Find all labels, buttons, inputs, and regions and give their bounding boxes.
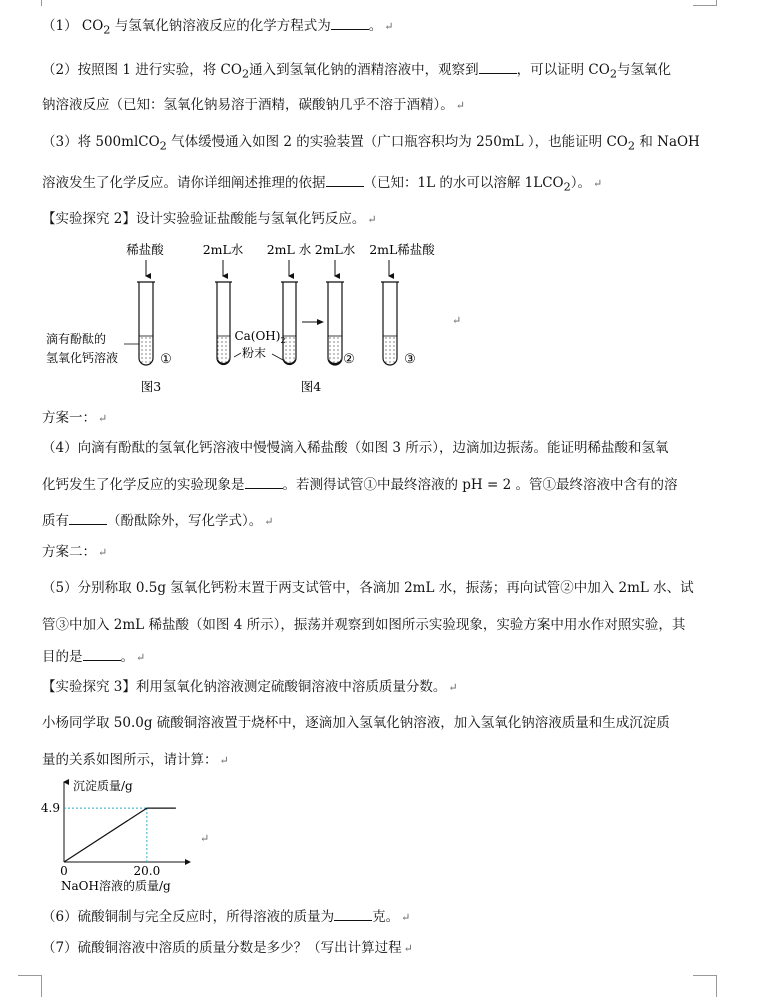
tube-number-1: ① bbox=[160, 352, 172, 367]
label-water-3: 2mL水 bbox=[314, 242, 356, 257]
x-tick-label-1: 20.0 bbox=[133, 864, 161, 878]
q1-number: （1） bbox=[42, 18, 78, 34]
paragraph-intro-line-1: 小杨同学取 50.0g 硫酸铜溶液置于烧杯中，逐滴加入氢氧化钠溶液，加入氢氧化钠溶液质量和生成沉淀质 bbox=[42, 715, 670, 731]
label-hydrochloric-acid: 稀盐酸 bbox=[126, 242, 164, 257]
figure-3-caption: 图3 bbox=[140, 379, 162, 394]
answer-blank[interactable] bbox=[334, 908, 372, 921]
question-6: （6）硫酸铜制与完全反应时，所得溶液的质量为 克。 ↵ bbox=[42, 909, 411, 925]
answer-blank[interactable] bbox=[83, 648, 121, 661]
question-1: （1） $CO_2$ 与氢氧化钠溶液反应的化学方程式为 。 ↵ bbox=[42, 18, 394, 37]
question-5-line-3: 目的是 。 ↵ bbox=[42, 649, 146, 665]
test-tube-figures bbox=[40, 236, 460, 400]
plan-2-heading: 方案二： ↵ bbox=[42, 544, 108, 560]
answer-blank[interactable] bbox=[326, 174, 364, 187]
powder-label: 粉末 bbox=[241, 346, 267, 360]
tube-number-3: ③ bbox=[404, 352, 416, 367]
corner-mark bbox=[693, 5, 717, 6]
tube-number-2: ② bbox=[343, 352, 355, 367]
caoh2-label: $Ca(OH)_2$ bbox=[234, 329, 286, 345]
corner-mark bbox=[18, 975, 42, 976]
answer-blank[interactable] bbox=[331, 17, 369, 30]
plan-1-heading: 方案一： ↵ bbox=[42, 410, 108, 426]
x-axis-label: NaOH溶液的质量/g bbox=[61, 879, 171, 893]
corner-mark bbox=[693, 975, 717, 976]
question-4-line-1: （4）向滴有酚酞的氢氧化钙溶液中慢慢滴入稀盐酸（如图 3 所示），边滴加边振荡。能证明稀盐酸和氢氧 bbox=[42, 440, 669, 456]
question-2-line-2: 钠溶液反应（已知：氢氧化钠易溶于酒精，碳酸钠几乎不溶于酒精）。 ↵ bbox=[42, 97, 465, 113]
y-tick-label-0: 4.9 bbox=[40, 801, 60, 816]
experiment-2-heading: 【实验探究 2】设计实验验证盐酸能与氢氧化钙反应。 ↵ bbox=[42, 211, 377, 227]
figure-4-caption: 图4 bbox=[300, 379, 322, 394]
question-2-line-1: （2）按照图 1 进行实验，将 $CO_2$通入到氢氧化钠的酒精溶液中，观察到 ，可以证明 $CO_2$与氢氧化 bbox=[42, 62, 671, 81]
series-line bbox=[64, 808, 176, 862]
side-label-2: 氢氧化钙溶液 bbox=[45, 351, 119, 365]
answer-blank[interactable] bbox=[245, 476, 283, 489]
label-water-2: 2mL 水 bbox=[266, 242, 312, 257]
corner-mark bbox=[41, 0, 42, 6]
question-7: （7）硫酸铜溶液中溶质的质量分数是多少？（写出计算过程 ↵ bbox=[42, 940, 413, 956]
answer-blank[interactable] bbox=[479, 61, 517, 74]
side-label-1: 滴有酚酞的 bbox=[45, 332, 107, 346]
label-water-1: 2mL水 bbox=[202, 242, 244, 257]
question-4-line-3: 质有 （酚酞除外，写化学式）。 ↵ bbox=[42, 513, 274, 529]
label-dilute-hcl: 2mL稀盐酸 bbox=[369, 242, 435, 257]
question-3-line-1: （3）将 500mlCO$_2$ 气体缓慢通入如图 2 的实验装置（广口瓶容积均为 250mL ），也能证明 $CO_2$ 和 NaOH bbox=[42, 134, 700, 153]
y-axis-label: 沉淀质量/g bbox=[73, 779, 133, 793]
corner-mark bbox=[716, 975, 717, 997]
answer-blank[interactable] bbox=[69, 512, 107, 525]
precipitate-mass-chart bbox=[40, 774, 200, 898]
question-3-line-2: 溶液发生了化学反应。请你详细阐述推理的依据 （已知：1L 的水可以溶解 $1LCO_2$）。 ↵ bbox=[42, 175, 603, 194]
question-5-line-2: 管③中加入 2mL 稀盐酸（如图 4 所示），振荡并观察到如图所示实验现象，实验方案中用水作对照实验，其 bbox=[42, 617, 686, 633]
experiment-3-heading: 【实验探究 3】利用氢氧化钠溶液测定硫酸铜溶液中溶质质量分数。 ↵ bbox=[42, 679, 458, 695]
question-4-line-2: 化钙发生了化学反应的实验现象是 。若测得试管①中最终溶液的 pH = 2 。管①最终溶液中含有的溶 bbox=[42, 477, 678, 493]
paragraph-intro-line-2: 量的关系如图所示，请计算： ↵ bbox=[42, 752, 229, 768]
x-tick-label-0: 0 bbox=[60, 864, 68, 878]
test-tube-1-liquid bbox=[139, 336, 153, 365]
question-5-line-1: （5）分别称取 0.5g 氢氧化钙粉末置于两支试管中，各滴加 2mL 水，振荡；再向试管②中加入 2mL 水、试 bbox=[42, 580, 694, 596]
corner-mark bbox=[41, 975, 42, 997]
